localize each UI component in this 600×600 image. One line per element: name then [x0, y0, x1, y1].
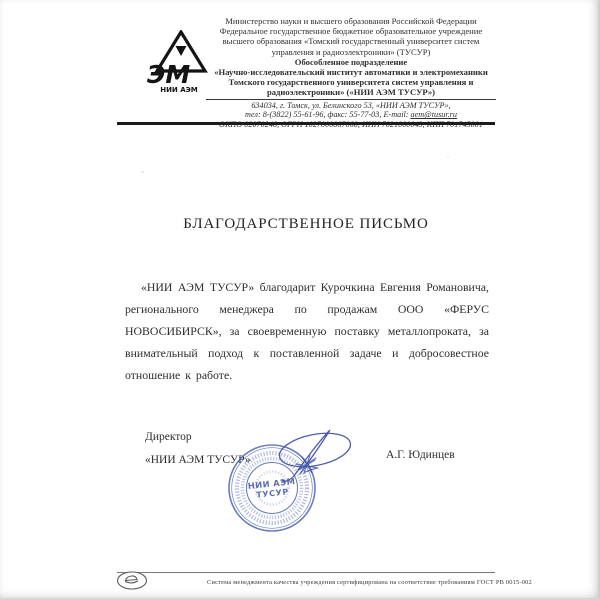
letterhead-phone: тел: 8-(3822) 55-61-96, факс: 55-77-03, E-mail: — [245, 110, 411, 120]
handwritten-signature-icon — [272, 424, 384, 508]
quality-certification-note: Система менеджмента качества учреждения сертифицирована на соответствие требованиям ГОСТ РВ 0015-002 — [207, 579, 532, 586]
letterhead-line: Томского государственного университета систем управления и — [228, 77, 474, 88]
body-paragraph: «НИИ АЭМ ТУСУР» благодарит Курочкина Евгения Романовича, регионального менеджера по продажам ООО «ФЕРУС НОВОСИБИРСК», за своевременную поставку металлопроката, за внимательный подход к поставленной задаче и добросовестное отношение к работе. — [125, 280, 489, 382]
signatory-position-line2: «НИИ АЭМ ТУСУР» — [145, 453, 251, 466]
scan-speck — [447, 156, 449, 158]
logo-monogram: ЭМ — [147, 60, 191, 89]
letterhead-line: Обособленное подразделение — [294, 56, 408, 67]
footer-rule — [117, 572, 495, 573]
letterhead-line: управления и радиоэлектроники» (ТУСУР) — [271, 46, 431, 57]
logo-caption: НИИ АЭМ — [160, 86, 198, 94]
scan-speck — [141, 171, 144, 173]
letterhead-line: Федеральное государственное бюджетное образовательное учреждение — [219, 26, 483, 37]
certification-mark-icon — [113, 567, 151, 593]
stamp-center-text-line1: НИИ АЭМ — [247, 476, 296, 491]
letterhead-line: «Научно-исследовательский институт автоматики и электромеханики — [214, 67, 488, 78]
document-title: БЛАГОДАРСТВЕННОЕ ПИСЬМО — [183, 216, 429, 232]
signatory-name: А.Г. Юдинцев — [386, 449, 455, 461]
letterhead-email: aem@tusur.ru — [410, 110, 457, 120]
stamp-center-text-line2: ТУСУР — [255, 487, 290, 500]
letterhead-line: радиоэлектроники» («НИИ АЭМ ТУСУР») — [206, 87, 496, 99]
letterhead-address: 634034, г. Томск, ул. Белинского 53, «НИИ АЭМ ТУСУР», — [251, 100, 451, 110]
letterhead-line: Министерство науки и высшего образования Российской Федерации — [225, 16, 477, 26]
letterhead-line: высшего образования «Томский государственный университет систем — [222, 36, 480, 47]
signatory-position-line1: Директор — [145, 431, 192, 443]
letterhead — [206, 16, 496, 129]
letterhead-phone-line — [206, 110, 496, 120]
letterhead-divider-rule — [117, 122, 495, 125]
